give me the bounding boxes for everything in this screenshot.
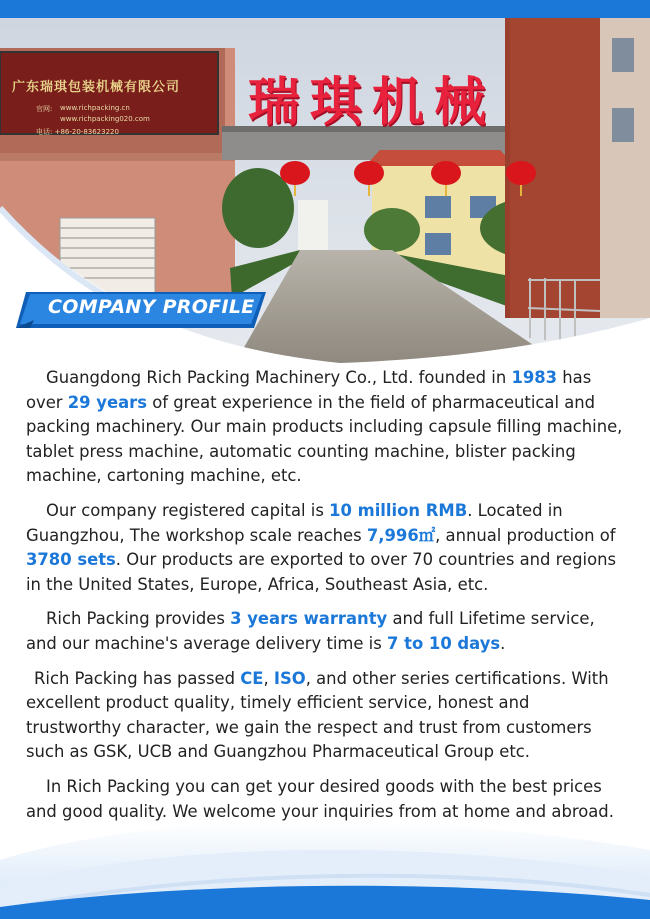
highlight-experience: 29 years xyxy=(67,392,147,412)
paragraph-history xyxy=(26,366,626,489)
text-run: . Our products are exported to over 70 countries and regions in the United States, Europe, Africa, Southeast Asia, etc. xyxy=(26,550,617,594)
text-run: has over xyxy=(26,368,592,412)
text-run: Rich Packing provides xyxy=(46,609,231,629)
rooftop-sign: 瑞琪机械 xyxy=(248,72,497,133)
highlight-capital: 10 million RMB xyxy=(329,500,468,520)
sign-telephone: 电话: +86-20-83623220 xyxy=(36,128,119,136)
text-run: and full Lifetime service, and our machine's average delivery time is xyxy=(26,609,595,653)
text-run: In Rich Packing you can get your desired goods with the best prices and good quality. We welcome your inquiries from at home and abroad. xyxy=(26,776,614,821)
paragraph-warranty xyxy=(26,607,626,656)
text-run: Rich Packing has passed xyxy=(34,668,241,688)
sign-website-1: www.richpacking.cn xyxy=(60,104,130,112)
sign-site-label: 官网: xyxy=(36,105,53,113)
text-run: . Located in Guangzhou, The workshop scale reaches xyxy=(26,500,563,545)
paragraph-capital xyxy=(26,499,626,597)
section-title: COMPANY PROFILE xyxy=(48,296,255,318)
profile-text xyxy=(26,366,626,834)
text-run: Guangdong Rich Packing Machinery Co., Ltd. founded in xyxy=(46,368,512,387)
paragraph-certification xyxy=(26,667,626,765)
text-run: of great experience in the field of pharmaceutical and packing machinery. Our main products including capsule filling machine, tablet press machine, automatic counting machine, blister packing machine, cartoning machine, etc. xyxy=(26,392,623,486)
sign-website-2: www.richpacking020.com xyxy=(60,115,150,123)
highlight-ce: CE xyxy=(240,668,264,688)
text-run: , xyxy=(263,668,274,688)
text-run: , and other series certifications. With excellent product quality, timely efficient service, honest and trustworthy character, we gain the respect and trust from customers such as GSK, UCB and Guangzhou Pharmaceutical Group etc. xyxy=(26,668,609,762)
highlight-delivery: 7 to 10 days xyxy=(387,633,501,653)
highlight-production: 3780 sets xyxy=(26,550,116,570)
text-run: , annual production of xyxy=(435,525,616,545)
highlight-area: 7,996㎡ xyxy=(366,525,436,545)
highlight-iso: ISO xyxy=(273,668,306,688)
text-run: . xyxy=(500,633,506,653)
footer-wave-decoration xyxy=(0,800,650,919)
highlight-warranty: 3 years warranty xyxy=(230,609,388,629)
sign-company-name: 广东瑞琪包装机械有限公司 xyxy=(12,80,181,95)
text-run: Our company registered capital is xyxy=(46,500,330,520)
top-accent-bar xyxy=(0,0,650,18)
highlight-year: 1983 xyxy=(511,368,558,387)
